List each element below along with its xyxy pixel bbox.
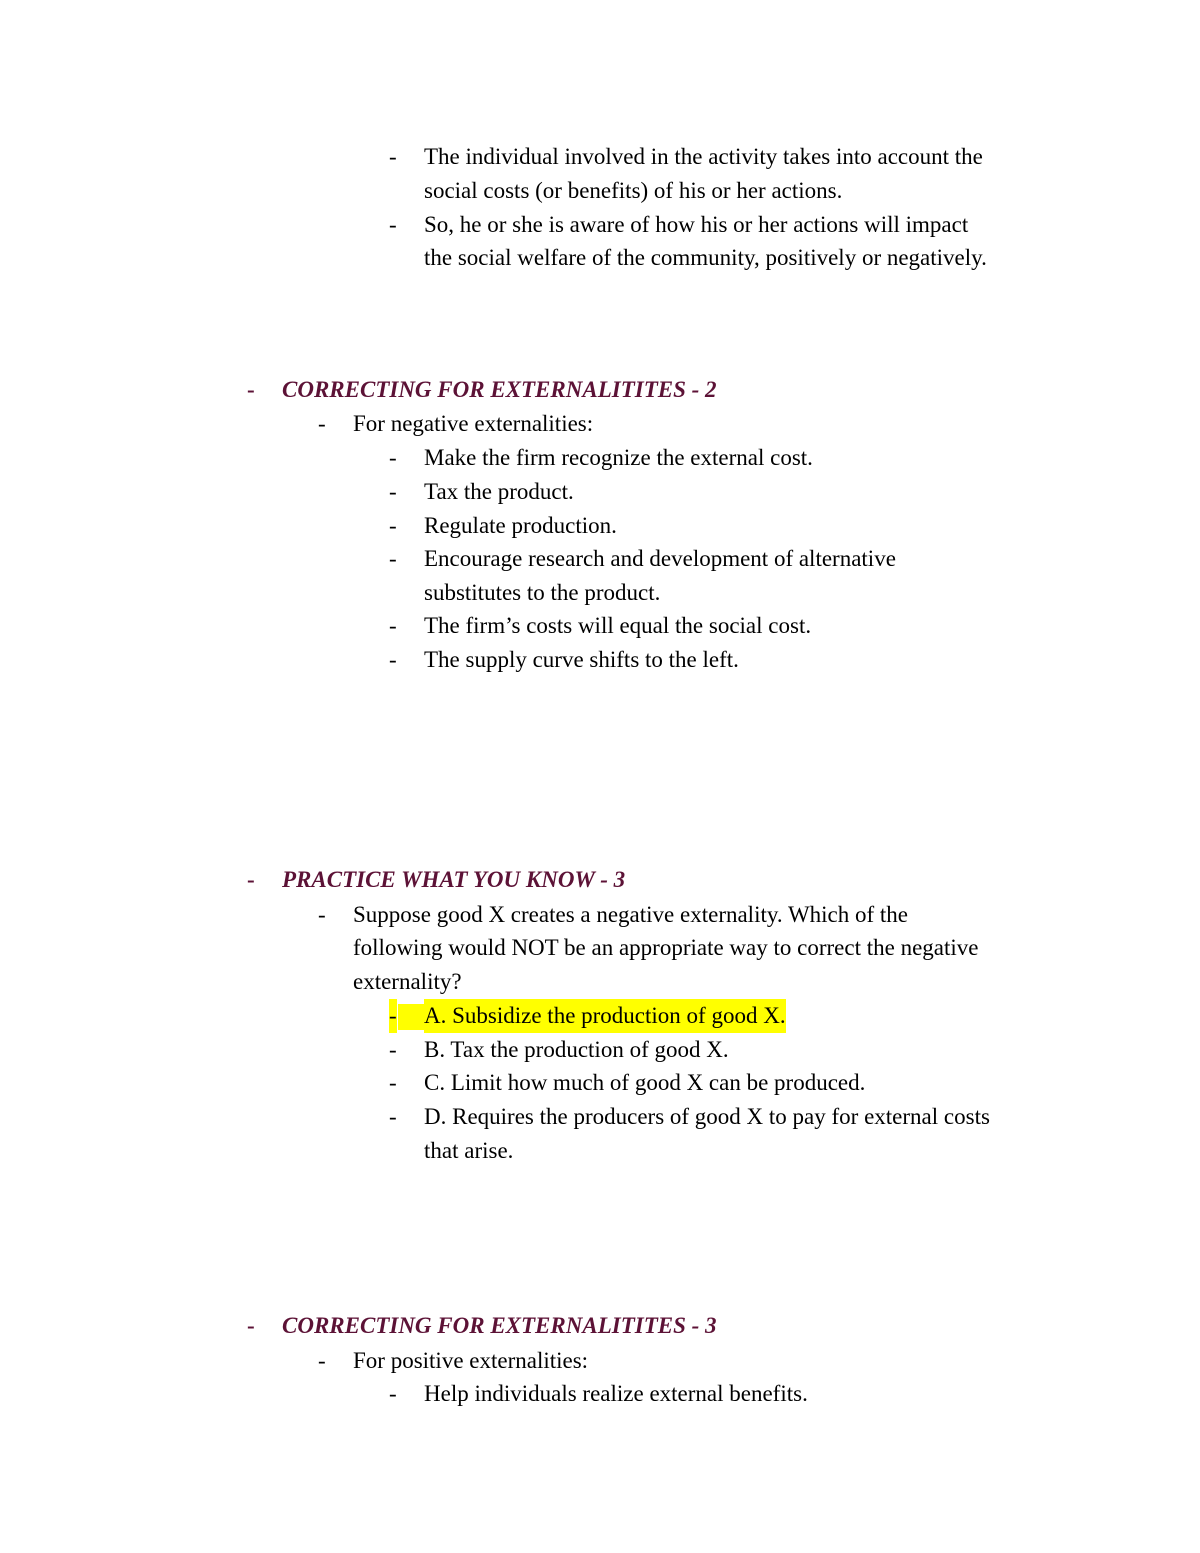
bullet-dash: - (247, 1313, 255, 1338)
answer-option-a: A. Subsidize the production of good X. (424, 999, 786, 1033)
intro-item-2-line-2: the social welfare of the community, positively or negatively. (424, 245, 987, 270)
section-heading-correcting-2: CORRECTING FOR EXTERNALITITES - 2 (282, 377, 717, 402)
bullet-dash: - (247, 377, 255, 402)
bullet-dash-highlighted: - (389, 999, 397, 1033)
bullet-dash: - (389, 1037, 397, 1062)
list-item: Encourage research and development of alternative (424, 546, 896, 571)
question-line-1: Suppose good X creates a negative externality. Which of the (353, 902, 909, 927)
intro-item-2-line-1: So, he or she is aware of how his or her actions will impact (424, 212, 969, 237)
bullet-dash: - (389, 144, 397, 169)
answer-option-b: B. Tax the production of good X. (424, 1037, 729, 1062)
highlight-gap (398, 1004, 424, 1030)
list-item-continuation: substitutes to the product. (424, 580, 661, 605)
bullet-dash: - (389, 1104, 397, 1129)
bullet-dash: - (318, 902, 326, 927)
bullet-dash: - (389, 513, 397, 538)
bullet-dash: - (318, 411, 326, 436)
bullet-dash: - (389, 1381, 397, 1406)
negative-externalities-label: For negative externalities: (353, 411, 594, 436)
list-item: Make the firm recognize the external cost. (424, 445, 813, 470)
bullet-dash: - (247, 867, 255, 892)
section-heading-correcting-3: CORRECTING FOR EXTERNALITITES - 3 (282, 1313, 717, 1338)
list-item: Tax the product. (424, 479, 574, 504)
bullet-dash: - (389, 445, 397, 470)
question-line-2: following would NOT be an appropriate way to correct the negative (353, 935, 979, 960)
answer-option-d: D. Requires the producers of good X to pay for external costs (424, 1104, 990, 1129)
section-heading-practice-3: PRACTICE WHAT YOU KNOW - 3 (282, 867, 626, 892)
positive-externalities-label: For positive externalities: (353, 1348, 589, 1373)
answer-option-c: C. Limit how much of good X can be produced. (424, 1070, 866, 1095)
bullet-dash: - (389, 613, 397, 638)
bullet-dash: - (389, 479, 397, 504)
bullet-dash: - (389, 212, 397, 237)
question-line-3: externality? (353, 969, 462, 994)
bullet-dash: - (389, 546, 397, 571)
bullet-dash: - (389, 647, 397, 672)
intro-item-1-line-2: social costs (or benefits) of his or her actions. (424, 178, 843, 203)
list-item: Regulate production. (424, 513, 617, 538)
list-item: The supply curve shifts to the left. (424, 647, 739, 672)
list-item: Help individuals realize external benefits. (424, 1381, 808, 1406)
bullet-dash: - (389, 1070, 397, 1095)
intro-item-1-line-1: The individual involved in the activity takes into account the (424, 144, 983, 169)
answer-option-d-continuation: that arise. (424, 1138, 514, 1163)
list-item: The firm’s costs will equal the social cost. (424, 613, 812, 638)
bullet-dash: - (318, 1348, 326, 1373)
